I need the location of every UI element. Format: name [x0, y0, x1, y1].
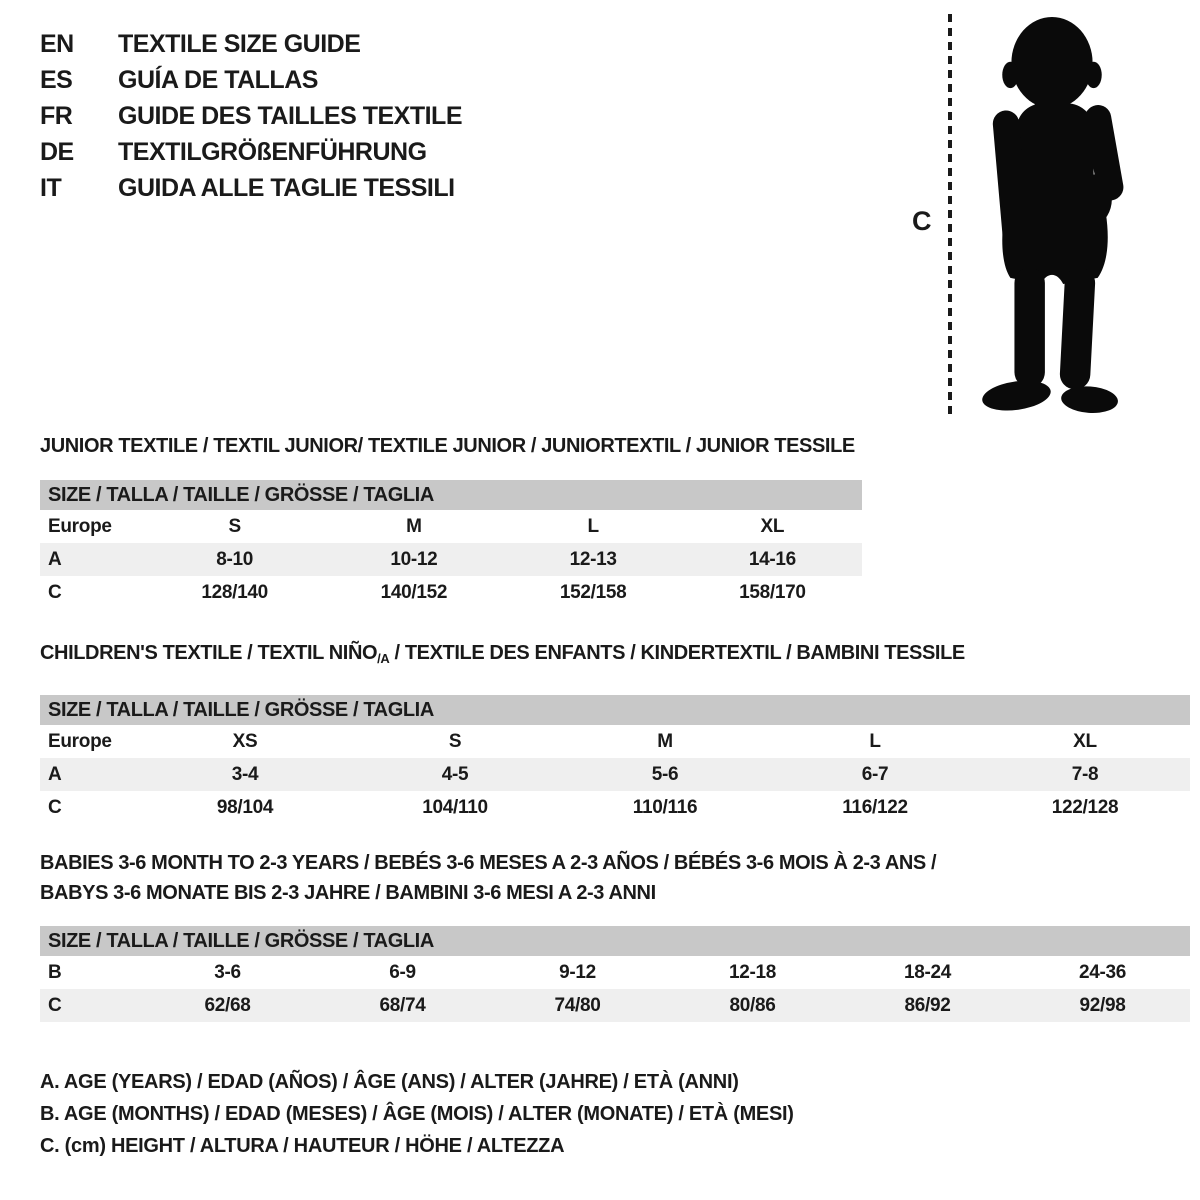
value-cell: L: [869, 730, 881, 752]
row-label-cell: Europe: [48, 730, 112, 752]
babies-heading: [40, 848, 1190, 908]
table-row-europe: [40, 725, 1190, 758]
footnote-age-years: A. AGE (YEARS) / EDAD (AÑOS) / ÂGE (ANS) / ALTER (JAHRE) / ETÀ (ANNI): [40, 1071, 739, 1093]
figure-area: [900, 0, 1200, 430]
row-label-cell: B: [48, 961, 62, 983]
language-row-fr: [40, 98, 462, 134]
value-cell: 9-12: [559, 961, 596, 983]
children-heading-post: / TEXTILE DES ENFANTS / KINDERTEXTIL / BAMBINI TESSILE: [389, 642, 965, 664]
value-cell: M: [406, 515, 422, 537]
value-cell: 6-9: [389, 961, 416, 983]
value-cell: M: [657, 730, 673, 752]
value-cell: 8-10: [216, 548, 254, 570]
value-cell: 158/170: [739, 581, 806, 603]
language-title: TEXTILGRÖßENFÜHRUNG: [118, 137, 427, 166]
row-label-cell: A: [48, 763, 62, 785]
value-cell: 62/68: [204, 994, 251, 1016]
table-row-age-months: [40, 956, 1190, 989]
language-title: GUIDA ALLE TAGLIE TESSILI: [118, 173, 455, 202]
children-heading-pre: CHILDREN'S TEXTILE / TEXTIL NIÑO: [40, 642, 378, 664]
row-label-cell: Europe: [48, 515, 112, 537]
language-title: TEXTILE SIZE GUIDE: [118, 29, 361, 58]
table-row-age: [40, 543, 862, 576]
junior-size-bar: SIZE / TALLA / TAILLE / GRÖSSE / TAGLIA: [40, 480, 862, 510]
junior-table: [40, 510, 862, 609]
language-row-de: [40, 134, 462, 170]
value-cell: 140/152: [380, 581, 448, 603]
language-code: DE: [40, 137, 74, 166]
value-cell: 104/110: [422, 796, 488, 818]
row-label-cell: C: [48, 581, 62, 603]
language-row-it: [40, 170, 462, 206]
language-code: EN: [40, 29, 74, 58]
value-cell: XS: [232, 730, 258, 752]
row-label-cell: A: [48, 548, 62, 570]
babies-table: [40, 956, 1190, 1022]
table-row-height: [40, 989, 1190, 1022]
height-dashed-line: [948, 14, 952, 418]
value-cell: 92/98: [1079, 994, 1126, 1016]
footnote-height-cm: C. (cm) HEIGHT / ALTURA / HAUTEUR / HÖHE / ALTEZZA: [40, 1135, 565, 1157]
value-cell: 12-18: [728, 961, 777, 983]
language-row-en: [40, 26, 462, 62]
language-title: GUÍA DE TALLAS: [118, 65, 318, 94]
value-cell: 6-7: [861, 763, 889, 785]
value-cell: 86/92: [904, 994, 951, 1016]
babies-heading-line1: BABIES 3-6 MONTH TO 2-3 YEARS / BEBÉS 3-6 MESES A 2-3 AÑOS / BÉBÉS 3-6 MOIS À 2-3 ANS /: [40, 852, 937, 874]
value-cell: 10-12: [390, 548, 438, 570]
toddler-silhouette-icon: [962, 14, 1142, 420]
section-childrens-textile: [40, 641, 1190, 824]
value-cell: XL: [1073, 730, 1097, 752]
row-label-cell: C: [48, 994, 62, 1016]
value-cell: 4-5: [441, 763, 469, 785]
value-cell: 3-4: [231, 763, 259, 785]
value-cell: 128/140: [201, 581, 268, 603]
value-cell: L: [587, 515, 599, 537]
value-cell: XL: [760, 515, 785, 537]
language-code: IT: [40, 173, 62, 202]
height-measure-label: C: [912, 206, 932, 236]
value-cell: 122/128: [1051, 796, 1119, 818]
value-cell: 98/104: [216, 796, 274, 818]
babies-heading-line2: BABYS 3-6 MONATE BIS 2-3 JAHRE / BAMBINI 3-6 MESI A 2-3 ANNI: [40, 882, 656, 904]
value-cell: 5-6: [651, 763, 679, 785]
value-cell: 3-6: [214, 961, 241, 983]
junior-heading: JUNIOR TEXTILE / TEXTIL JUNIOR/ TEXTILE JUNIOR / JUNIORTEXTIL / JUNIOR TESSILE: [40, 435, 855, 457]
value-cell: 14-16: [748, 548, 796, 570]
children-heading-subscript: /A: [377, 651, 390, 666]
language-code: FR: [40, 101, 73, 130]
table-row-height: [40, 576, 862, 609]
value-cell: S: [228, 515, 241, 537]
footnotes: [40, 1066, 794, 1162]
table-row-height: [40, 791, 1190, 824]
children-heading: [40, 641, 1190, 671]
language-title: GUIDE DES TAILLES TEXTILE: [118, 101, 463, 130]
language-header: [40, 26, 462, 206]
section-babies-textile: [40, 848, 1190, 1022]
value-cell: 80/86: [729, 994, 776, 1016]
value-cell: 110/116: [632, 796, 698, 818]
language-row-es: [40, 62, 462, 98]
babies-size-bar: SIZE / TALLA / TAILLE / GRÖSSE / TAGLIA: [40, 926, 1190, 956]
section-junior-textile: [40, 434, 862, 609]
children-size-bar: SIZE / TALLA / TAILLE / GRÖSSE / TAGLIA: [40, 695, 1190, 725]
children-table: [40, 725, 1190, 824]
value-cell: 7-8: [1071, 763, 1099, 785]
table-row-age: [40, 758, 1190, 791]
row-label-cell: C: [48, 796, 62, 818]
value-cell: 68/74: [379, 994, 426, 1016]
value-cell: 12-13: [569, 548, 617, 570]
value-cell: 116/122: [842, 796, 908, 818]
value-cell: 152/158: [559, 581, 627, 603]
value-cell: S: [448, 730, 462, 752]
language-code: ES: [40, 65, 73, 94]
value-cell: 18-24: [903, 961, 952, 983]
value-cell: 74/80: [554, 994, 601, 1016]
footnote-age-months: B. AGE (MONTHS) / EDAD (MESES) / ÂGE (MOIS) / ALTER (MONATE) / ETÀ (MESI): [40, 1103, 794, 1125]
table-row-europe: [40, 510, 862, 543]
value-cell: 24-36: [1078, 961, 1127, 983]
